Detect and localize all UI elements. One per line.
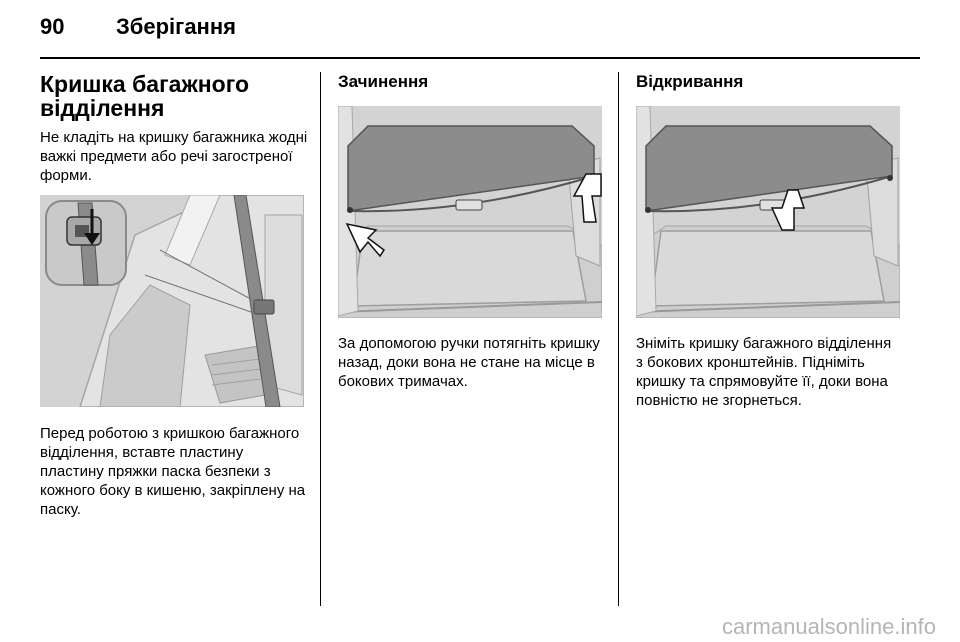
page-header (40, 14, 920, 44)
buckle-caption: Перед роботою з кришкою багажного відділення, вставте пластину пластину пряжки паска безпеки з кожного боку в кишеню, закріплену на паску. (40, 425, 306, 518)
closing-heading: Зачинення (338, 72, 429, 91)
column-divider-1 (320, 72, 321, 606)
watermark: carmanualsonline.info (721, 614, 936, 639)
belt-buckle-illustration (40, 195, 304, 407)
column-cover-info (40, 72, 308, 185)
column-opening (636, 72, 902, 92)
section-title: Зберігання (116, 14, 236, 39)
header-rule (40, 57, 920, 59)
opening-heading: Відкривання (636, 72, 744, 91)
opening-caption: Зніміть кришку багажного відділення з бокових кронштейнів. Підніміть кришку та спрямовуйте її, доки вона повністю не згорнеться. (636, 335, 892, 409)
column-closing (338, 72, 604, 92)
main-heading: Кришка багажного відділення (40, 71, 250, 121)
opening-cover-illustration (636, 106, 900, 318)
intro-text: Не кладіть на кришку багажника жодні важкі предмети або речі загостреної форми. (40, 129, 308, 184)
column-divider-2 (618, 72, 619, 606)
closing-caption: За допомогою ручки потягніть кришку назад, доки вона не стане на місце в бокових тримачах. (338, 335, 600, 390)
closing-cover-illustration (338, 106, 602, 318)
page-number: 90 (40, 14, 65, 39)
